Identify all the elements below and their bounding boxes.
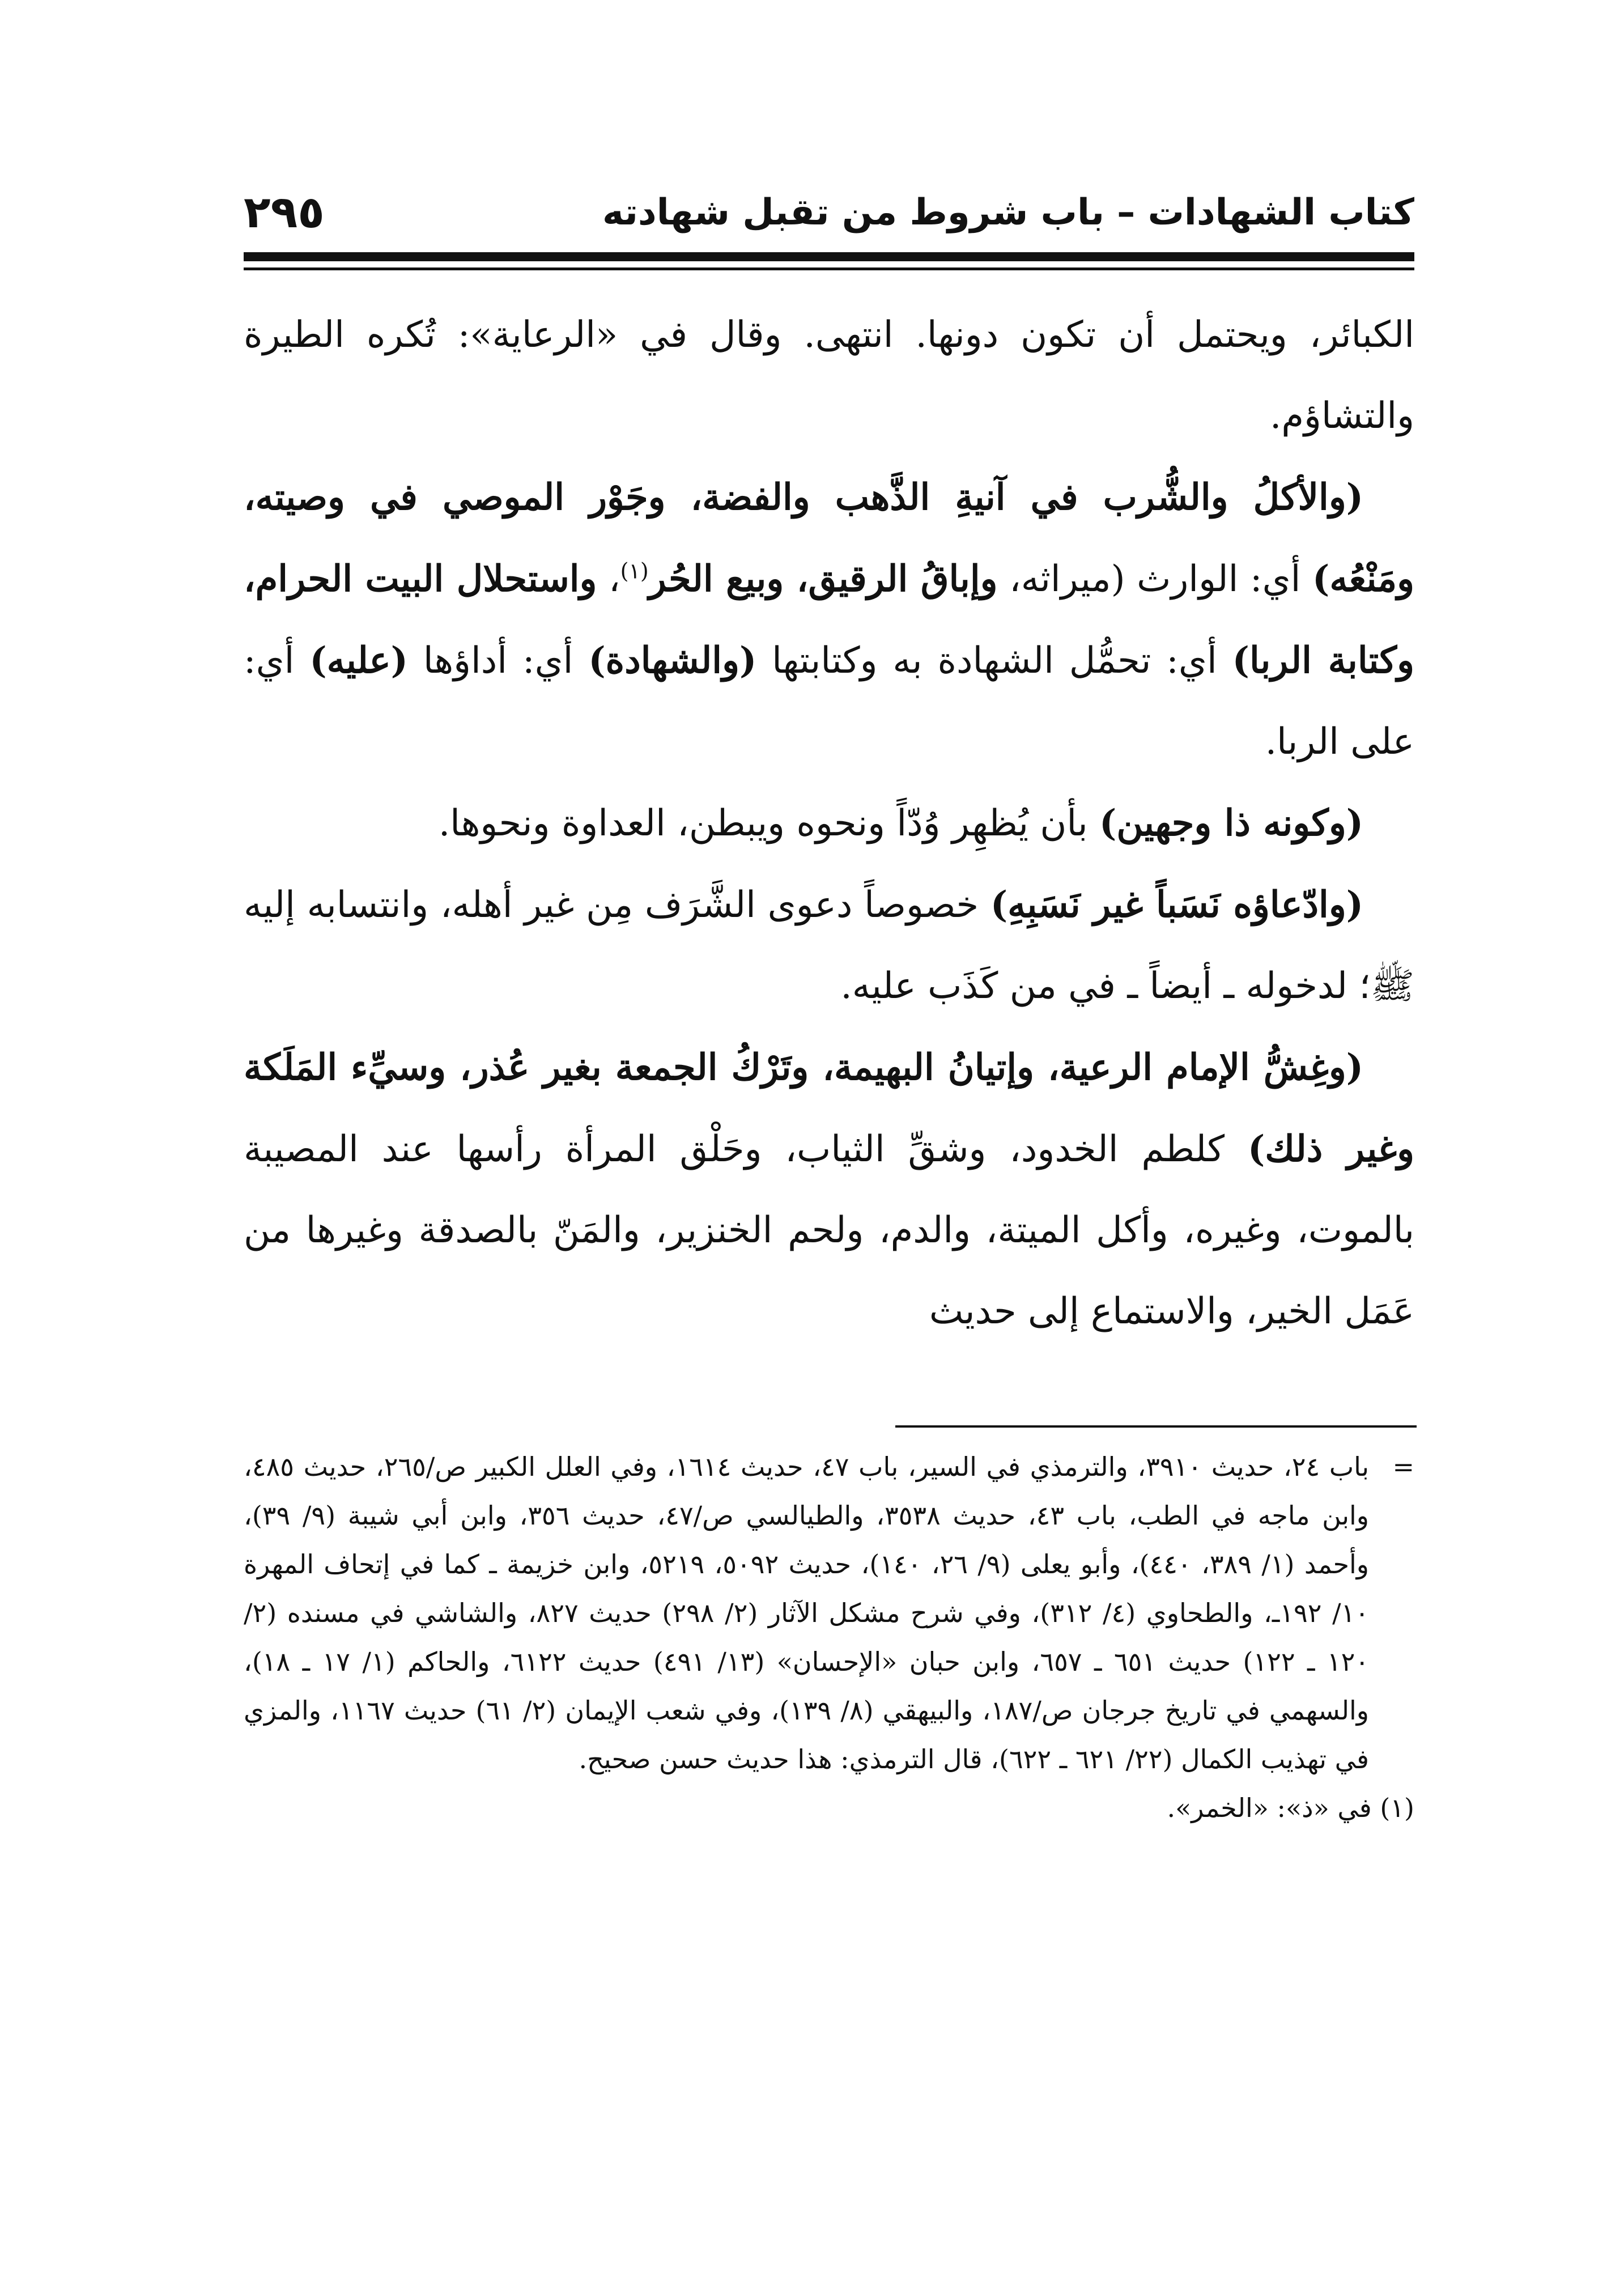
commentary-text: بأن يُظهِر وُدّاً ونحوه ويبطن، العداوة ونحوها.: [438, 802, 1100, 844]
matn-text: (والشهادة): [588, 639, 757, 682]
paragraph-5: [244, 1027, 1414, 1352]
matn-text: (عليه): [309, 639, 408, 682]
continuation-marker: =: [1392, 1451, 1414, 1482]
matn-text: (والأكلُ والشُّرب في آنيةِ الذَّهب والفضة، وجَوْر الموصي في وصيته، ومَنْعُه): [244, 476, 1415, 600]
page-number: ٢٩٥: [244, 187, 325, 238]
running-header: [244, 181, 1414, 244]
chapter-title: كتاب الشهادات – باب شروط من تقبل شهادته: [602, 192, 1414, 233]
matn-text: (وادّعاؤه نَسَباً غير نَسَبِهِ): [990, 884, 1363, 926]
header-rule-thick: [244, 252, 1414, 261]
matn-text: واستحلال البيت الحرام، وكتابة الربا): [244, 558, 1415, 682]
paragraph-3: [244, 783, 1414, 864]
footnote-text: باب ٢٤، حديث ٣٩١٠، والترمذي في السير، باب ٤٧، حديث ١٦١٤، وفي العلل الكبير ص/٢٦٥، حديث ٤٨٥، وابن ماجه في الطب، باب ٤٣، حديث ٣٥٣٨، والطيالسي ص/٤٧، حديث ٣٥٦، وابن أبي شيبة (٩/ ٣٩)، وأحمد (١/ ٣٨٩، ٤٤٠)، وأبو يعلى (٩/ ٢٦، ١٤٠)، حديث ٥٠٩٢، ٥٢١٩، وابن خزيمة ـ كما في إتحاف المهرة ١٠/ ١٩٢ـ، والطحاوي (٤/ ٣١٢)، وفي شرح مشكل الآثار (٢/ ٢٩٨) حديث ٨٢٧، والشاشي في مسنده (٢/ ١٢٠ ـ ١٢٢) حديث ٦٥١ ـ ٦٥٧، وابن حبان «الإحسان» (١٣/ ٤٩١) حديث ٦١٢٢، والحاكم (١/ ١٧ ـ ١٨)، والسهمي في تاريخ جرجان ص/١٨٧، والبيهقي (٨/ ١٣٩)، وفي شعب الإيمان (٢/ ٦١) حديث ١١٦٧، والمزي في تهذيب الكمال (٢٢/ ٦٢١ ـ ٦٢٢)، قال الترمذي: هذا حديث حسن صحيح.: [244, 1451, 1370, 1774]
paragraph-1: [244, 295, 1414, 457]
text: الكبائر، ويحتمل أن تكون دونها. انتهى. وقال في «الرعاية»: تُكره الطيرة والتشاؤم.: [244, 314, 1414, 437]
footnote-continuation: [244, 1442, 1414, 1784]
commentary-text: كلطم الخدود، وشقِّ الثياب، وحَلْق المرأة رأسها عند المصيبة بالموت، وغيره، وأكل الميتة، والدم، ولحم الخنزير، والمَنّ بالصدقة وغيرها من عَمَل الخير، والاستماع إلى حديث: [244, 1128, 1414, 1332]
commentary-text: أي: أداؤها: [407, 640, 589, 682]
footnotes: [244, 1442, 1414, 1832]
header-rule-thin: [244, 267, 1414, 270]
matn-text: (وغِشُّ الإمام الرعية، وإتيانُ البهيمة، وتَرْكُ الجمعة بغير عُذر، وسيِّء المَلَكة وغير ذلك): [244, 1046, 1415, 1170]
paragraph-2: [244, 457, 1414, 783]
commentary-text: أي: تحمُّل الشهادة به وكتابتها: [756, 640, 1232, 682]
paragraph-4: [244, 864, 1414, 1027]
commentary-text: خصوصاً دعوى الشَّرَف مِن غير أهله، وانتسابه إليه ﷺ؛ لدخوله ـ أيضاً ـ في من كَذَب عليه.: [244, 884, 1414, 1007]
matn-text: (وكونه ذا وجهين): [1099, 802, 1363, 844]
matn-text: وإباقُ الرقيق، وبيع الحُر: [648, 558, 998, 600]
commentary-text: أي: على الربا.: [244, 640, 1414, 763]
footnote-1: (١) في «ذ»: «الخمر».: [1167, 1793, 1414, 1823]
footnote-separator: [895, 1425, 1417, 1428]
commentary-text: ،: [597, 558, 620, 600]
main-text: [244, 295, 1414, 1352]
footnote-ref: (١): [620, 558, 649, 584]
commentary-text: أي: الوارث (ميراثه،: [997, 558, 1313, 600]
